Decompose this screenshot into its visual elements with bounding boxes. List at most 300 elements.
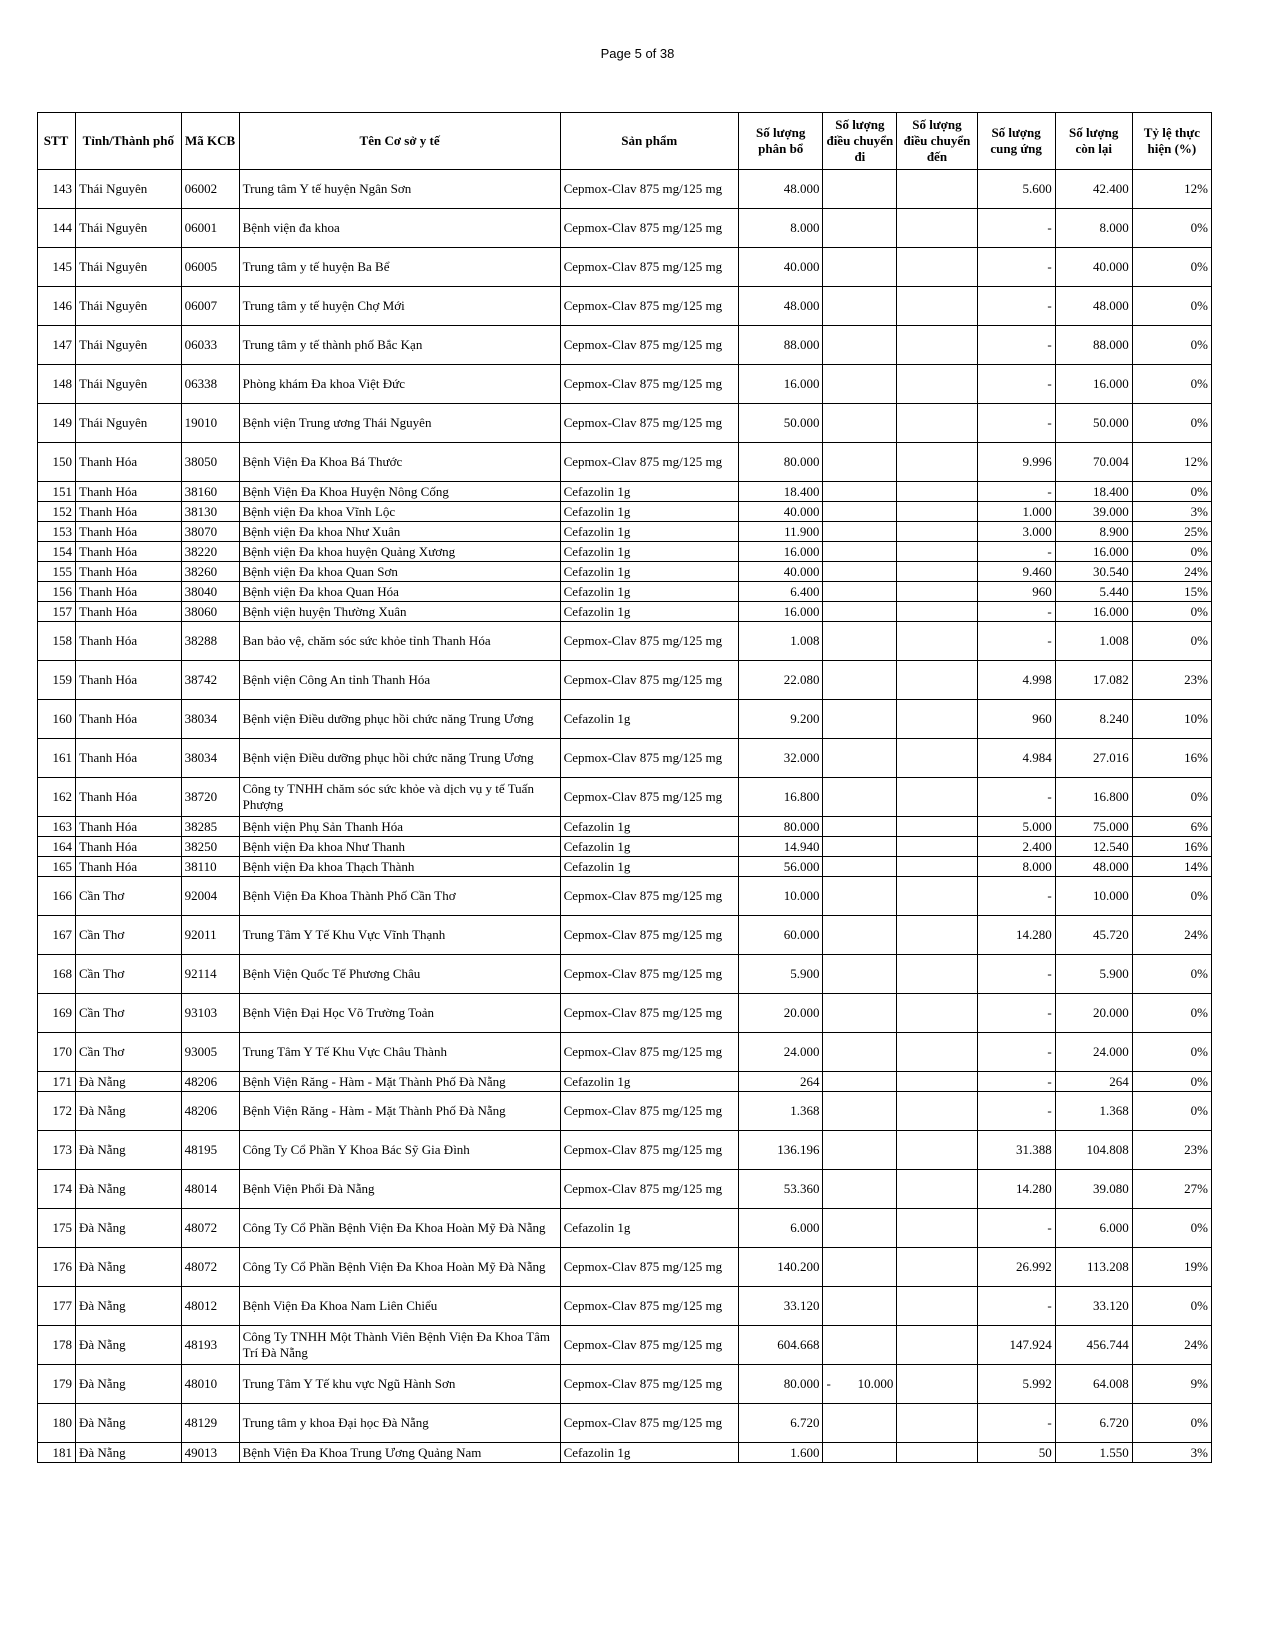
cell-transfer-in — [897, 582, 977, 602]
cell-rate: 24% — [1132, 1326, 1211, 1365]
cell-code: 06005 — [181, 248, 239, 287]
cell-transfer-in — [897, 1404, 977, 1443]
cell-facility: Bệnh viện Điều dưỡng phục hồi chức năng Trung Ương — [239, 700, 560, 739]
cell-province: Đà Nẵng — [76, 1443, 182, 1463]
cell-supplied: 4.998 — [977, 661, 1055, 700]
cell-province: Thái Nguyên — [76, 404, 182, 443]
cell-transfer-out — [823, 1131, 897, 1170]
cell-transfer-out — [823, 1365, 897, 1404]
cell-stt: 145 — [38, 248, 76, 287]
cell-province: Thanh Hóa — [76, 502, 182, 522]
cell-remaining: 6.720 — [1055, 1404, 1132, 1443]
table-row — [38, 170, 1212, 209]
cell-transfer-out — [823, 502, 897, 522]
cell-rate: 0% — [1132, 542, 1211, 562]
cell-transfer-out — [823, 542, 897, 562]
table-row — [38, 602, 1212, 622]
cell-code: 06007 — [181, 287, 239, 326]
cell-product: Cepmox-Clav 875 mg/125 mg — [560, 1287, 738, 1326]
header-stt: STT — [38, 113, 76, 170]
header-transfer-out: Số lượng điều chuyển đi — [823, 113, 897, 170]
cell-stt: 160 — [38, 700, 76, 739]
cell-remaining: 16.000 — [1055, 602, 1132, 622]
cell-stt: 154 — [38, 542, 76, 562]
cell-remaining: 16.000 — [1055, 365, 1132, 404]
cell-supplied: - — [977, 326, 1055, 365]
cell-allocated: 48.000 — [738, 287, 822, 326]
cell-transfer-in — [897, 1287, 977, 1326]
cell-product: Cepmox-Clav 875 mg/125 mg — [560, 1248, 738, 1287]
cell-transfer-out — [823, 1248, 897, 1287]
cell-remaining: 16.000 — [1055, 542, 1132, 562]
cell-code: 48072 — [181, 1209, 239, 1248]
cell-remaining: 104.808 — [1055, 1131, 1132, 1170]
cell-product: Cefazolin 1g — [560, 1072, 738, 1092]
cell-province: Đà Nẵng — [76, 1404, 182, 1443]
cell-province: Thái Nguyên — [76, 365, 182, 404]
cell-facility: Bệnh Viện Đại Học Võ Trường Toản — [239, 994, 560, 1033]
cell-rate: 0% — [1132, 1072, 1211, 1092]
header-code: Mã KCB — [181, 113, 239, 170]
cell-facility: Công Ty Cổ Phần Bệnh Viện Đa Khoa Hoàn Mỹ Đà Nẵng — [239, 1248, 560, 1287]
cell-allocated: 40.000 — [738, 502, 822, 522]
header-allocated: Số lượng phân bổ — [738, 113, 822, 170]
header-rate: Tỷ lệ thực hiện (%) — [1132, 113, 1211, 170]
cell-transfer-in — [897, 877, 977, 916]
cell-code: 48195 — [181, 1131, 239, 1170]
cell-code: 38034 — [181, 739, 239, 778]
cell-rate: 0% — [1132, 994, 1211, 1033]
cell-allocated: 6.400 — [738, 582, 822, 602]
cell-supplied: 5.992 — [977, 1365, 1055, 1404]
cell-transfer-out — [823, 1326, 897, 1365]
cell-supplied: - — [977, 1033, 1055, 1072]
cell-allocated: 1.600 — [738, 1443, 822, 1463]
cell-transfer-out — [823, 994, 897, 1033]
table-row — [38, 877, 1212, 916]
cell-province: Thanh Hóa — [76, 837, 182, 857]
cell-transfer-in — [897, 1365, 977, 1404]
page-number: Page 5 of 38 — [600, 46, 675, 61]
cell-transfer-in — [897, 209, 977, 248]
cell-supplied: - — [977, 1072, 1055, 1092]
cell-product: Cefazolin 1g — [560, 700, 738, 739]
cell-facility: Bệnh viện Đa khoa Thạch Thành — [239, 857, 560, 877]
cell-product: Cepmox-Clav 875 mg/125 mg — [560, 170, 738, 209]
cell-province: Cần Thơ — [76, 877, 182, 916]
cell-product: Cepmox-Clav 875 mg/125 mg — [560, 994, 738, 1033]
cell-allocated: 16.000 — [738, 365, 822, 404]
cell-code: 38160 — [181, 482, 239, 502]
cell-facility: Bệnh viện Công An tỉnh Thanh Hóa — [239, 661, 560, 700]
cell-transfer-out — [823, 404, 897, 443]
cell-facility: Trung Tâm Y Tế Khu Vực Vĩnh Thạnh — [239, 916, 560, 955]
cell-allocated: 1.008 — [738, 622, 822, 661]
cell-province: Đà Nẵng — [76, 1365, 182, 1404]
cell-stt: 152 — [38, 502, 76, 522]
cell-transfer-in — [897, 443, 977, 482]
cell-remaining: 5.900 — [1055, 955, 1132, 994]
cell-code: 49013 — [181, 1443, 239, 1463]
cell-rate: 0% — [1132, 1209, 1211, 1248]
cell-supplied: 4.984 — [977, 739, 1055, 778]
table-row — [38, 778, 1212, 817]
cell-product: Cepmox-Clav 875 mg/125 mg — [560, 365, 738, 404]
cell-supplied: - — [977, 602, 1055, 622]
table-row — [38, 248, 1212, 287]
cell-stt: 178 — [38, 1326, 76, 1365]
table-row — [38, 502, 1212, 522]
cell-province: Thái Nguyên — [76, 326, 182, 365]
cell-facility: Trung tâm y tế huyện Chợ Mới — [239, 287, 560, 326]
cell-rate: 0% — [1132, 602, 1211, 622]
cell-transfer-out — [823, 287, 897, 326]
cell-facility: Bệnh Viện Đa Khoa Trung Ương Quảng Nam — [239, 1443, 560, 1463]
cell-stt: 143 — [38, 170, 76, 209]
cell-allocated: 53.360 — [738, 1170, 822, 1209]
cell-transfer-in — [897, 1248, 977, 1287]
cell-code: 48010 — [181, 1365, 239, 1404]
cell-province: Thanh Hóa — [76, 542, 182, 562]
cell-supplied: - — [977, 1209, 1055, 1248]
cell-province: Cần Thơ — [76, 1033, 182, 1072]
cell-rate: 3% — [1132, 1443, 1211, 1463]
cell-supplied: 8.000 — [977, 857, 1055, 877]
cell-code: 92004 — [181, 877, 239, 916]
cell-code: 38720 — [181, 778, 239, 817]
cell-product: Cefazolin 1g — [560, 837, 738, 857]
cell-transfer-out — [823, 562, 897, 582]
header-supplied: Số lượng cung ứng — [977, 113, 1055, 170]
cell-transfer-out — [823, 1092, 897, 1131]
cell-code: 38220 — [181, 542, 239, 562]
cell-product: Cepmox-Clav 875 mg/125 mg — [560, 1365, 738, 1404]
cell-supplied: - — [977, 404, 1055, 443]
cell-code: 38130 — [181, 502, 239, 522]
cell-supplied: - — [977, 482, 1055, 502]
cell-facility: Bệnh viện Đa khoa Quan Sơn — [239, 562, 560, 582]
cell-product: Cefazolin 1g — [560, 857, 738, 877]
cell-stt: 165 — [38, 857, 76, 877]
cell-province: Đà Nẵng — [76, 1170, 182, 1209]
cell-allocated: 16.000 — [738, 602, 822, 622]
table-row — [38, 404, 1212, 443]
cell-rate: 0% — [1132, 209, 1211, 248]
cell-product: Cepmox-Clav 875 mg/125 mg — [560, 443, 738, 482]
cell-rate: 14% — [1132, 857, 1211, 877]
cell-code: 38285 — [181, 817, 239, 837]
cell-remaining: 88.000 — [1055, 326, 1132, 365]
cell-transfer-in — [897, 837, 977, 857]
cell-supplied: - — [977, 1404, 1055, 1443]
cell-stt: 155 — [38, 562, 76, 582]
table-row — [38, 1170, 1212, 1209]
cell-allocated: 264 — [738, 1072, 822, 1092]
cell-transfer-out — [823, 248, 897, 287]
cell-allocated: 88.000 — [738, 326, 822, 365]
cell-code: 38110 — [181, 857, 239, 877]
cell-code: 38250 — [181, 837, 239, 857]
cell-rate: 24% — [1132, 562, 1211, 582]
cell-allocated: 16.000 — [738, 542, 822, 562]
cell-product: Cepmox-Clav 875 mg/125 mg — [560, 916, 738, 955]
cell-transfer-out — [823, 739, 897, 778]
cell-transfer-in — [897, 602, 977, 622]
header-remaining: Số lượng còn lại — [1055, 113, 1132, 170]
cell-facility: Bệnh Viện Phổi Đà Nẵng — [239, 1170, 560, 1209]
cell-product: Cefazolin 1g — [560, 522, 738, 542]
cell-stt: 180 — [38, 1404, 76, 1443]
cell-supplied: 50 — [977, 1443, 1055, 1463]
header-province: Tỉnh/Thành phố — [76, 113, 182, 170]
cell-transfer-in — [897, 1209, 977, 1248]
cell-transfer-in — [897, 622, 977, 661]
cell-supplied: - — [977, 1287, 1055, 1326]
cell-rate: 0% — [1132, 877, 1211, 916]
cell-remaining: 113.208 — [1055, 1248, 1132, 1287]
cell-transfer-out — [823, 955, 897, 994]
cell-stt: 170 — [38, 1033, 76, 1072]
cell-product: Cepmox-Clav 875 mg/125 mg — [560, 622, 738, 661]
cell-allocated: 33.120 — [738, 1287, 822, 1326]
cell-rate: 24% — [1132, 916, 1211, 955]
negative-sign: - — [826, 1376, 831, 1391]
cell-transfer-out — [823, 522, 897, 542]
cell-transfer-out — [823, 365, 897, 404]
table-row — [38, 817, 1212, 837]
table-row — [38, 522, 1212, 542]
cell-facility: Trung tâm y tế thành phố Bắc Kạn — [239, 326, 560, 365]
cell-transfer-in — [897, 502, 977, 522]
cell-allocated: 80.000 — [738, 443, 822, 482]
cell-allocated: 40.000 — [738, 562, 822, 582]
cell-remaining: 1.368 — [1055, 1092, 1132, 1131]
cell-supplied: 9.460 — [977, 562, 1055, 582]
cell-allocated: 40.000 — [738, 248, 822, 287]
cell-transfer-in — [897, 916, 977, 955]
cell-province: Thanh Hóa — [76, 857, 182, 877]
cell-facility: Công Ty Cổ Phần Y Khoa Bác Sỹ Gia Đình — [239, 1131, 560, 1170]
cell-transfer-out — [823, 817, 897, 837]
cell-rate: 0% — [1132, 248, 1211, 287]
table-row — [38, 365, 1212, 404]
cell-transfer-out — [823, 1072, 897, 1092]
cell-product: Cepmox-Clav 875 mg/125 mg — [560, 209, 738, 248]
cell-product: Cepmox-Clav 875 mg/125 mg — [560, 1033, 738, 1072]
cell-code: 06002 — [181, 170, 239, 209]
cell-stt: 147 — [38, 326, 76, 365]
cell-province: Thanh Hóa — [76, 443, 182, 482]
table-row — [38, 857, 1212, 877]
cell-rate: 0% — [1132, 778, 1211, 817]
cell-supplied: - — [977, 542, 1055, 562]
cell-stt: 172 — [38, 1092, 76, 1131]
cell-product: Cefazolin 1g — [560, 582, 738, 602]
table-row — [38, 562, 1212, 582]
cell-transfer-out — [823, 443, 897, 482]
cell-supplied: 5.600 — [977, 170, 1055, 209]
cell-transfer-in — [897, 1092, 977, 1131]
cell-product: Cefazolin 1g — [560, 1443, 738, 1463]
header-transfer-in: Số lượng điều chuyển đến — [897, 113, 977, 170]
cell-stt: 151 — [38, 482, 76, 502]
cell-stt: 167 — [38, 916, 76, 955]
cell-stt: 164 — [38, 837, 76, 857]
header-facility: Tên Cơ sở y tế — [239, 113, 560, 170]
cell-stt: 144 — [38, 209, 76, 248]
cell-allocated: 6.000 — [738, 1209, 822, 1248]
cell-facility: Bệnh viện Đa khoa Như Xuân — [239, 522, 560, 542]
cell-remaining: 27.016 — [1055, 739, 1132, 778]
cell-stt: 159 — [38, 661, 76, 700]
cell-facility: Trung tâm y tế huyện Ba Bể — [239, 248, 560, 287]
cell-transfer-out — [823, 700, 897, 739]
allocation-table — [37, 112, 1212, 1463]
cell-product: Cepmox-Clav 875 mg/125 mg — [560, 955, 738, 994]
cell-remaining: 48.000 — [1055, 287, 1132, 326]
cell-code: 48072 — [181, 1248, 239, 1287]
cell-code: 48193 — [181, 1326, 239, 1365]
cell-product: Cepmox-Clav 875 mg/125 mg — [560, 1326, 738, 1365]
cell-province: Thanh Hóa — [76, 622, 182, 661]
cell-code: 38034 — [181, 700, 239, 739]
cell-transfer-in — [897, 994, 977, 1033]
cell-code: 19010 — [181, 404, 239, 443]
cell-supplied: 1.000 — [977, 502, 1055, 522]
cell-province: Đà Nẵng — [76, 1131, 182, 1170]
cell-remaining: 70.004 — [1055, 443, 1132, 482]
cell-product: Cepmox-Clav 875 mg/125 mg — [560, 877, 738, 916]
cell-product: Cepmox-Clav 875 mg/125 mg — [560, 1092, 738, 1131]
cell-allocated: 11.900 — [738, 522, 822, 542]
cell-stt: 181 — [38, 1443, 76, 1463]
cell-rate: 0% — [1132, 326, 1211, 365]
cell-transfer-in — [897, 1443, 977, 1463]
cell-supplied: 960 — [977, 700, 1055, 739]
cell-product: Cefazolin 1g — [560, 542, 738, 562]
cell-allocated: 8.000 — [738, 209, 822, 248]
cell-supplied: 3.000 — [977, 522, 1055, 542]
table-row — [38, 1443, 1212, 1463]
table-row — [38, 482, 1212, 502]
cell-allocated: 80.000 — [738, 1365, 822, 1404]
cell-transfer-in — [897, 661, 977, 700]
cell-transfer-in — [897, 778, 977, 817]
cell-province: Thanh Hóa — [76, 661, 182, 700]
cell-rate: 0% — [1132, 1092, 1211, 1131]
cell-province: Thái Nguyên — [76, 248, 182, 287]
cell-product: Cepmox-Clav 875 mg/125 mg — [560, 248, 738, 287]
cell-allocated: 6.720 — [738, 1404, 822, 1443]
cell-stt: 157 — [38, 602, 76, 622]
cell-province: Thanh Hóa — [76, 522, 182, 542]
cell-facility: Công Ty TNHH Một Thành Viên Bệnh Viện Đa Khoa Tâm Trí Đà Nẵng — [239, 1326, 560, 1365]
cell-remaining: 75.000 — [1055, 817, 1132, 837]
table-row — [38, 1092, 1212, 1131]
cell-allocated: 48.000 — [738, 170, 822, 209]
cell-stt: 161 — [38, 739, 76, 778]
cell-stt: 174 — [38, 1170, 76, 1209]
cell-facility: Công Ty Cổ Phần Bệnh Viện Đa Khoa Hoàn Mỹ Đà Nẵng — [239, 1209, 560, 1248]
cell-supplied: - — [977, 248, 1055, 287]
cell-rate: 0% — [1132, 1033, 1211, 1072]
cell-remaining: 33.120 — [1055, 1287, 1132, 1326]
cell-stt: 158 — [38, 622, 76, 661]
cell-stt: 156 — [38, 582, 76, 602]
cell-facility: Bệnh viện Đa khoa Vĩnh Lộc — [239, 502, 560, 522]
cell-code: 48206 — [181, 1072, 239, 1092]
cell-rate: 0% — [1132, 287, 1211, 326]
cell-rate: 16% — [1132, 837, 1211, 857]
cell-facility: Trung tâm y khoa Đại học Đà Nẵng — [239, 1404, 560, 1443]
cell-province: Cần Thơ — [76, 955, 182, 994]
cell-province: Đà Nẵng — [76, 1072, 182, 1092]
table-row — [38, 1248, 1212, 1287]
cell-transfer-in — [897, 326, 977, 365]
cell-stt: 163 — [38, 817, 76, 837]
cell-province: Thái Nguyên — [76, 209, 182, 248]
cell-code: 93005 — [181, 1033, 239, 1072]
cell-transfer-out — [823, 1033, 897, 1072]
cell-transfer-out — [823, 209, 897, 248]
cell-transfer-out — [823, 622, 897, 661]
cell-remaining: 1.550 — [1055, 1443, 1132, 1463]
cell-remaining: 8.900 — [1055, 522, 1132, 542]
cell-stt: 173 — [38, 1131, 76, 1170]
cell-code: 38070 — [181, 522, 239, 542]
cell-province: Đà Nẵng — [76, 1092, 182, 1131]
cell-facility: Bệnh viện Đa khoa huyện Quảng Xương — [239, 542, 560, 562]
cell-province: Thanh Hóa — [76, 778, 182, 817]
cell-allocated: 18.400 — [738, 482, 822, 502]
table-row — [38, 582, 1212, 602]
cell-supplied: - — [977, 287, 1055, 326]
cell-supplied: - — [977, 622, 1055, 661]
table-row — [38, 661, 1212, 700]
table-row — [38, 837, 1212, 857]
cell-remaining: 30.540 — [1055, 562, 1132, 582]
cell-stt: 176 — [38, 1248, 76, 1287]
cell-province: Thanh Hóa — [76, 739, 182, 778]
cell-stt: 169 — [38, 994, 76, 1033]
cell-allocated: 10.000 — [738, 877, 822, 916]
cell-supplied: 147.924 — [977, 1326, 1055, 1365]
cell-facility: Trung tâm Y tế huyện Ngân Sơn — [239, 170, 560, 209]
cell-stt: 168 — [38, 955, 76, 994]
cell-code: 48206 — [181, 1092, 239, 1131]
cell-supplied: 5.000 — [977, 817, 1055, 837]
cell-allocated: 140.200 — [738, 1248, 822, 1287]
cell-product: Cefazolin 1g — [560, 562, 738, 582]
table-row — [38, 443, 1212, 482]
cell-facility: Bệnh Viện Răng - Hàm - Mặt Thành Phố Đà Nẵng — [239, 1072, 560, 1092]
cell-transfer-out — [823, 1170, 897, 1209]
cell-code: 93103 — [181, 994, 239, 1033]
cell-remaining: 48.000 — [1055, 857, 1132, 877]
cell-stt: 146 — [38, 287, 76, 326]
cell-province: Đà Nẵng — [76, 1209, 182, 1248]
table-row — [38, 1131, 1212, 1170]
cell-remaining: 10.000 — [1055, 877, 1132, 916]
cell-supplied: - — [977, 994, 1055, 1033]
table-row — [38, 739, 1212, 778]
cell-remaining: 12.540 — [1055, 837, 1132, 857]
header-product: Sản phẩm — [560, 113, 738, 170]
cell-facility: Bệnh Viện Đa Khoa Huyện Nông Cống — [239, 482, 560, 502]
cell-province: Đà Nẵng — [76, 1326, 182, 1365]
table-row — [38, 955, 1212, 994]
table-row — [38, 1404, 1212, 1443]
